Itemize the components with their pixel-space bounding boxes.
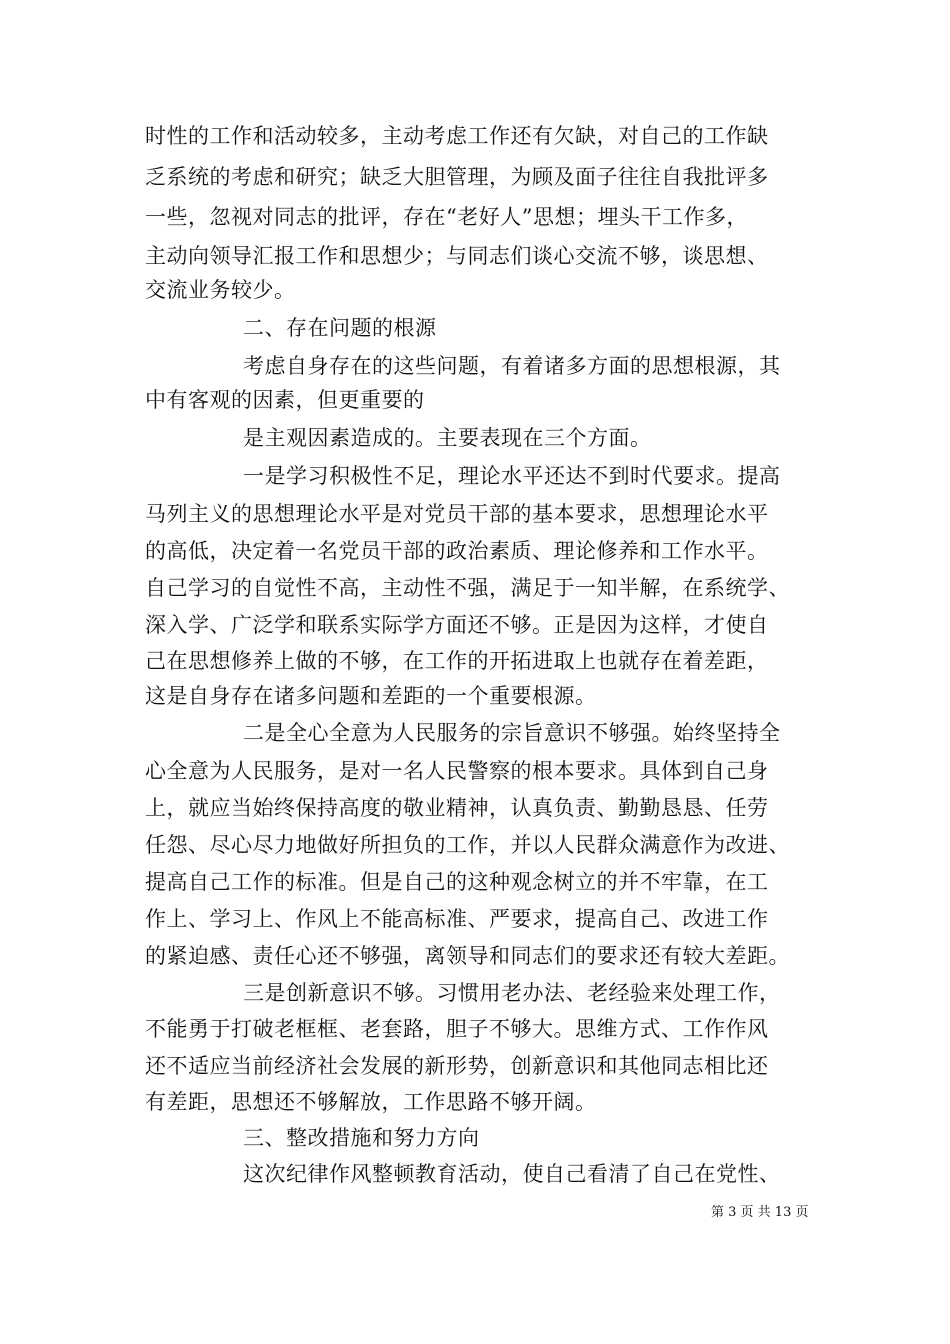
text-line: 一些，忽视对同志的批评，存在“老好人”思想；埋头干工作多， [145,205,748,229]
text-line: 有差距，思想还不够解放，工作思路不够开阔。 [145,1090,597,1114]
section-heading: 三、整改措施和努力方向 [243,1126,480,1150]
text-line: 的高低，决定着一名党员干部的政治素质、理论修养和工作水平。 [145,539,769,563]
text-line: 任怨、尽心尽力地做好所担负的工作，并以人民群众满意作为改进、 [145,833,790,857]
text-line: 深入学、广泛学和联系实际学方面还不够。正是因为这样，才使自 [145,613,769,637]
text-line: 心全意为人民服务，是对一名人民警察的根本要求。具体到自己身 [145,759,769,783]
text-line: 的紧迫感、责任心还不够强，离领导和同志们的要求还有较大差距。 [145,944,790,968]
text-line: 上，就应当始终保持高度的敬业精神，认真负责、勤勤恳恳、任劳 [145,796,769,820]
text-line: 不能勇于打破老框框、老套路，胆子不够大。思维方式、工作作风 [145,1017,769,1041]
text-line: 乏系统的考虑和研究；缺乏大胆管理，为顾及面子往往自我批评多 [145,165,769,189]
text-line: 作上、学习上、作风上不能高标准、严要求，提高自己、改进工作 [145,907,769,931]
text-line: 己在思想修养上做的不够，在工作的开拓进取上也就存在着差距， [145,649,769,673]
text-line: 提高自己工作的标准。但是自己的这种观念树立的并不牢靠，在工 [145,870,769,894]
text-line: 一是学习积极性不足，理论水平还达不到时代要求。提高 [243,464,781,488]
text-line: 这是自身存在诸多问题和差距的一个重要根源。 [145,684,597,708]
text-line: 三是创新意识不够。习惯用老办法、老经验来处理工作， [243,981,781,1005]
section-heading: 二、存在问题的根源 [243,316,437,340]
text-line: 马列主义的思想理论水平是对党员干部的基本要求，思想理论水平 [145,502,769,526]
text-line: 时性的工作和活动较多，主动考虑工作还有欠缺，对自己的工作缺 [145,124,769,148]
text-line: 交流业务较少。 [145,278,296,302]
page-number: 第 3 页 共 13 页 [711,1205,809,1220]
text-line: 还不适应当前经济社会发展的新形势，创新意识和其他同志相比还 [145,1054,769,1078]
text-line: 是主观因素造成的。主要表现在三个方面。 [243,426,652,450]
text-line: 考虑自身存在的这些问题，有着诸多方面的思想根源，其 [243,354,781,378]
text-line: 中有客观的因素，但更重要的 [145,388,425,412]
text-line: 主动向领导汇报工作和思想少；与同志们谈心交流不够，谈思想、 [145,244,769,268]
text-line: 这次纪律作风整顿教育活动，使自己看清了自己在党性、 [243,1162,781,1186]
text-line: 自己学习的自觉性不高，主动性不强，满足于一知半解，在系统学、 [145,576,790,600]
text-line: 二是全心全意为人民服务的宗旨意识不够强。始终坚持全 [243,721,781,745]
